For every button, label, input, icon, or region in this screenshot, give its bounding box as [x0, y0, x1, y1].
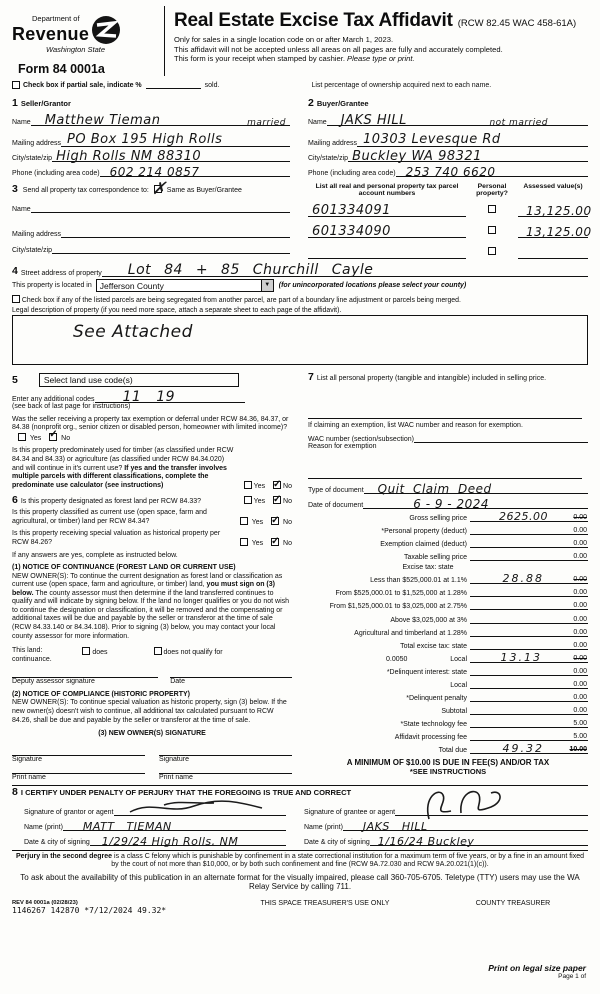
deputy-assessor-signature-line[interactable]: Deputy assessor signature — [12, 677, 158, 685]
value-col-header: Assessed value(s) — [523, 183, 583, 190]
additional-codes-label: Enter any additional codes — [12, 396, 95, 403]
new-owner-signature-line-2[interactable]: Signature — [159, 755, 292, 763]
section-4-number: 4 — [12, 265, 18, 277]
seller-name-field[interactable]: Matthew Tieman married — [31, 115, 290, 126]
date-of-document-field[interactable]: 6 - 9 - 2024 — [363, 498, 588, 509]
tax-row-label: Local — [450, 682, 467, 689]
buyer-heading: Buyer/Grantee — [316, 99, 369, 108]
tax-row-label: Subtotal — [441, 708, 467, 716]
seller-phone-field[interactable]: 602 214 0857 — [100, 166, 290, 177]
buyer-name-label: Name — [308, 119, 327, 126]
parcel-row — [308, 220, 592, 239]
delinquent-interest-local-field[interactable]: 0.00 — [470, 679, 588, 689]
notice-3-title: (3) NEW OWNER(S) SIGNATURE — [98, 730, 206, 738]
s6q3-no-checkbox[interactable] — [271, 538, 279, 546]
type-of-document-label: Type of document — [308, 486, 364, 494]
agency-state: Washington State — [46, 45, 106, 54]
tax-row-label: *Personal property (deduct) — [381, 527, 467, 535]
state-technology-fee-field[interactable]: 5.00 — [470, 718, 588, 728]
personal-property-checkbox[interactable] — [488, 247, 496, 255]
accessibility-note: To ask about the availability of this publication in an alternate format for the visually impaired, please call 360-705-6705. Teletype (TTY) users may use the WA Relay Service by calling 711. — [20, 872, 580, 892]
corr-name-label: Name — [12, 206, 31, 213]
seller-csz-label: City/state/zip — [12, 155, 53, 162]
page-title: Real Estate Excise Tax Affidavit — [174, 10, 453, 31]
section-2-buyer — [300, 93, 588, 177]
gross-selling-price-field[interactable]: 2625.00 0.00 — [470, 512, 588, 522]
tax-row-label: *Delinquent penalty — [406, 695, 467, 703]
total-due-field[interactable]: 49.32 10.00 — [470, 744, 588, 754]
section-1-seller — [12, 93, 300, 177]
does-not-label: does not qualify for — [163, 649, 223, 657]
print-legal-note: Print on legal size paper — [488, 963, 586, 973]
wac-number-field[interactable] — [414, 432, 588, 443]
parcel-col-header: List all real and personal property tax parcel account numbers — [315, 183, 459, 197]
grantee-date-field[interactable]: 1/16/24 Buckley — [370, 835, 588, 846]
tax-row-label: 0.0050 Local — [386, 655, 467, 663]
s6q2-no-checkbox[interactable] — [271, 517, 279, 525]
dropdown-arrow-icon[interactable]: ▼ — [261, 280, 273, 291]
new-owner-signature-line-1[interactable]: Signature — [12, 755, 145, 763]
corr-csz-field[interactable] — [52, 243, 290, 254]
exemption-claimed-field[interactable]: 0.00 — [470, 538, 588, 548]
seller-name-label: Name — [12, 119, 31, 126]
tax-row-label: Above $3,025,000 at 3% — [390, 616, 467, 624]
s6-question-2: Is this property classified as current use (open space, farm and agricultural, or timber) land per RCW 84.34? — [12, 508, 207, 525]
assessed-value-field[interactable]: 13,125.00 — [518, 205, 588, 217]
located-in-label: This property is located in — [12, 282, 92, 289]
parcel-number-field[interactable]: 601334091 — [308, 205, 466, 217]
parcel-row — [308, 241, 588, 259]
s6q3-yes-checkbox[interactable] — [240, 538, 248, 546]
s5q1-no-checkbox[interactable] — [49, 433, 57, 441]
tax-row-label: Taxable selling price — [403, 554, 467, 562]
header-note-3: This form is your receipt when stamped by cashier. Please type or print. — [174, 54, 415, 63]
land-use-select[interactable]: Select land use code(s) — [39, 373, 239, 387]
assessed-value-field[interactable]: 13,125.00 — [518, 226, 588, 238]
continuance-label: continuance. — [12, 656, 52, 664]
section-5-number: 5 — [12, 374, 18, 386]
rev-form-code: REV 84 0001a (02/28/23) — [12, 899, 78, 906]
assessed-value-field[interactable] — [518, 247, 588, 259]
form-number: Form 84 0001a — [18, 62, 105, 76]
tax-row-label: *Delinquent interest: state — [386, 668, 467, 676]
tax-row-label: Affidavit processing fee — [394, 734, 467, 742]
header-note-2: This affidavit will not be accepted unless all areas on all pages are fully and accurately completed. — [174, 44, 503, 54]
personal-property-checkbox[interactable] — [488, 205, 496, 213]
title-block — [164, 6, 588, 76]
county-note: (for unincorporated locations please select your county) — [278, 282, 467, 289]
legal-description-box[interactable] — [12, 315, 588, 365]
s6-question-3: Is this property receiving special valuation as historical property per RCW 84.26? — [12, 530, 221, 546]
tax-row-label: From $1,525,000.01 to $3,025,000 at 2.75% — [329, 603, 467, 611]
corr-mailing-field[interactable] — [61, 227, 290, 238]
perjury-statement: Perjury in the second degree is a class C felony which is punishable by confinement in a state correctional institution for a maximum term of five years, or by a fine in an amount fixed by the court of not more than $10,000, or by both such confinement and fine (RCW 9A.72.030 and RCW 9A.20.021(1)(c)). — [15, 852, 585, 869]
deputy-date-line[interactable]: Date — [170, 677, 292, 685]
personal-property-checkbox[interactable] — [488, 226, 496, 234]
grantor-date-label: Date & city of signing — [24, 838, 90, 846]
section-6-number: 6 — [12, 494, 18, 507]
wac-number-label: WAC number (section/subsection) — [308, 436, 414, 444]
grantor-name-label: Name (print) — [24, 823, 63, 831]
does-label: does — [92, 649, 108, 657]
personal-property-deduct-field[interactable]: 0.00 — [470, 525, 588, 535]
partial-sale-label: Check box if partial sale, indicate % — [23, 82, 142, 89]
document-block — [308, 483, 588, 509]
tier3-tax-field[interactable]: 0.00 — [470, 600, 588, 610]
s6q1-no-checkbox[interactable] — [273, 496, 281, 504]
county-treasurer-label: COUNTY TREASURER — [475, 899, 551, 907]
tax-row-label: Total due — [438, 747, 467, 755]
agency-name: Revenue — [12, 23, 90, 44]
s5-question-1: Was the seller receiving a property tax exemption or deferral under RCW 84.36, 84.37, or 84.38 (nonprofit org., senior citizen or disabled person, homeowner with limited income)? Yes ✓ No — [12, 416, 292, 444]
section-8-number: 8 — [12, 785, 18, 798]
section-8-certify — [12, 786, 588, 846]
section-1-number: 1 — [12, 97, 18, 109]
taxable-selling-price-field[interactable]: 0.00 — [470, 551, 588, 561]
buyer-csz-label: City/state/zip — [308, 155, 349, 162]
grantor-sig-label: Signature of grantor or agent — [24, 808, 114, 816]
seller-mailing-label: Mailing address — [12, 140, 62, 147]
corr-mailing-label: Mailing address — [12, 231, 62, 238]
page-number: Page 1 of — [558, 973, 586, 980]
dept-of-label: Department of — [32, 14, 80, 23]
tax-row-label: Exemption claimed (deduct) — [380, 541, 467, 549]
revenue-logo-icon — [91, 15, 121, 45]
buyer-phone-field[interactable]: 253 740 6620 — [396, 166, 588, 177]
grantor-date-field[interactable]: 1/29/24 High Rolls, NM — [90, 835, 286, 846]
local-tax-field[interactable]: 13.13 0.00 — [470, 653, 588, 663]
tax-computation — [308, 509, 588, 777]
seller-heading: Seller/Grantor — [20, 99, 71, 108]
grantee-date-label: Date & city of signing — [304, 838, 370, 846]
street-address-field[interactable]: Lot 84 + 85 Churchill Cayle — [102, 263, 588, 277]
does-not-checkbox[interactable] — [154, 647, 162, 655]
rcw-reference: (RCW 82.45 WAC 458-61A) — [457, 18, 577, 29]
this-land-label: This land: — [12, 647, 43, 655]
exemption-note: If claiming an exemption, list WAC number and reason for exemption. — [308, 421, 523, 429]
tax-row-label: Agricultural and timberland at 1.28% — [354, 629, 467, 637]
see-instructions-note: *SEE INSTRUCTIONS — [409, 767, 487, 777]
header-note-1: Only for sales in a single location code on or after March 1, 2023. — [174, 35, 394, 44]
excise-tax-state-header: Excise tax: state — [402, 564, 454, 572]
partial-percent-field[interactable] — [146, 88, 201, 89]
correspondence-label: Send all property tax correspondence to: — [22, 187, 149, 194]
section-3-correspondence — [12, 183, 300, 259]
subtotal-field[interactable]: 0.00 — [470, 705, 588, 715]
segregated-text: Check box if any of the listed parcels are being segregated from another parcel, are part of a boundary line adjustment or parcels being merged. — [21, 297, 461, 304]
s5q2-yes-checkbox[interactable] — [244, 481, 252, 489]
delinquent-penalty-field[interactable]: 0.00 — [470, 692, 588, 702]
treasurer-space-label: THIS SPACE TREASURER'S USE ONLY — [260, 899, 390, 907]
grantee-name-field[interactable]: JAKS HILL — [343, 820, 588, 831]
agricultural-tax-field[interactable]: 0.00 — [470, 627, 588, 637]
parcel-table — [300, 183, 592, 259]
section-7 — [308, 373, 588, 479]
seller-csz-field[interactable]: High Rolls NM 88310 — [52, 151, 290, 162]
tier2-tax-field[interactable]: 0.00 — [470, 587, 588, 597]
tier1-tax-field[interactable]: 28.88 0.00 — [470, 574, 588, 584]
reason-exemption-label: Reason for exemption — [308, 443, 377, 451]
s5q2-no-checkbox[interactable] — [273, 481, 281, 489]
seller-mailing-field[interactable]: PO Box 195 High Rolls — [61, 136, 290, 147]
tax-row-label: From $525,000.01 to $1,525,000 at 1.28% — [335, 590, 467, 598]
grantor-signature-image — [124, 799, 274, 817]
street-address-label: Street address of property — [20, 270, 102, 277]
s6q2-yes-checkbox[interactable] — [240, 517, 248, 525]
grantee-name-label: Name (print) — [304, 823, 343, 831]
partial-sale-checkbox[interactable] — [12, 81, 20, 89]
grantee-signature-field[interactable] — [395, 800, 588, 816]
legal-description-label: Legal description of property (if you need more space, attach a separate sheet to each page of the affidavit). — [12, 307, 342, 314]
parcel-number-field[interactable] — [308, 247, 466, 259]
buyer-mailing-field[interactable]: 10303 Levesque Rd — [357, 136, 588, 147]
new-owner-print-line-2[interactable]: Print name — [159, 773, 292, 781]
seller-phone-label: Phone (including area code) — [12, 170, 100, 177]
type-of-document-field[interactable]: Quit Claim Deed — [364, 483, 588, 494]
grantee-sig-label: Signature of grantee or agent — [304, 808, 396, 816]
corr-name-field[interactable] — [31, 202, 290, 213]
county-dropdown[interactable] — [96, 279, 274, 292]
tax-row-label: Gross selling price — [409, 514, 467, 522]
section-2-number: 2 — [308, 97, 314, 109]
legal-description-value: See Attached — [73, 322, 193, 342]
does-checkbox[interactable] — [82, 647, 90, 655]
buyer-phone-label: Phone (including area code) — [308, 170, 396, 177]
parcel-number-field[interactable]: 601334090 — [308, 226, 466, 238]
total-excise-state-field[interactable]: 0.00 — [470, 640, 588, 650]
notice-1-body: NEW OWNER(S): To continue the current designation as forest land or classification as current use (open space, farm and agriculture, or timber) land, you must sign on (3) below. The county assessor must then determine if the land transferred continues to qualify and will indicate by signing below. If the land no longer qualifies or you do not wish to continue the designation or classification, it will be removed and the compensating or additional taxes will be due and payable by the seller or transferor at the time of sale (RCW 84.33.140 or 84.34.108). Prior to signing (3) below, you may contact your local county assessor for more information. — [12, 572, 290, 640]
delinquent-interest-state-field[interactable]: 0.00 — [470, 666, 588, 676]
section-4-property — [12, 263, 588, 365]
s6q1-yes-checkbox[interactable] — [244, 496, 252, 504]
partial-sold-label: sold. — [204, 82, 220, 89]
cashier-stamp: 1146267 142870 *7/12/2024 49.32* — [12, 905, 167, 915]
additional-codes-field[interactable]: 11 19 — [95, 392, 245, 403]
grantee-signature-image — [409, 785, 529, 825]
notice-2-body: NEW OWNER(S): To continue special valuation as historic property, sign (3) below. If the new owner(s) doesn't wish to continue, all additional tax calculated pursuant to RCW 84.26, shall be due and payable by the seller or transferor at the time of sale. — [12, 699, 287, 724]
section-6: 6 Is this property designated as forest land per RCW 84.33? Yes ✓ No Is this property classified as current use (open space, farm and agricultural, or timber) land per RCW 84.34? Yes ✓ No Is this property receiving special valuation as historical property per RCW 84.26? Yes ✓ No If any answers are yes, complete as instructed below. (1) NOTICE OF CONTINUANCE (FOREST LAND OR CURRENT USE) NEW OWNER(S): To continue the current designation as forest land or classification as current use (open space, farm and agriculture, or timber) land, you must sign on (3) below. The county assessor must then determine if the land transferred continues to qualify and will indicate by signing below. If the land no longer qualifies or you do not wish to continue the designation or classification, it will be removed and the compensating or additional taxes will be due and payable by the seller or transferor at the time of sale (RCW 84.33.140 or 84.34.108). Prior to signing (3) below, you may contact your local county assessor for more information. This land: does does not qualify for continuance. Deputy assessor signature Date (2) NOTICE OF COMPLIANCE (HISTORIC PROPERTY) NEW OWNER(S): To continue special valuation as historic property, sign (3) below. If the new owner(s) doesn't wish to continue, all additional tax calculated pursuant to RCW 84.26, shall be due and payable by the seller or transferor at the time of sale. (3) NEW OWNER(S) SIGNATURE Signature Signature Print name Print name — [12, 496, 292, 780]
s5q1-yes-checkbox[interactable] — [18, 433, 26, 441]
corr-csz-label: City/state/zip — [12, 247, 53, 254]
tax-row-label: Total excise tax: state — [400, 642, 467, 650]
grantor-signature-field[interactable] — [114, 800, 286, 816]
form-header — [12, 6, 588, 76]
new-owner-print-line-1[interactable]: Print name — [12, 773, 145, 781]
s5-question-2: Is this property predominately used for timber (as classified under RCW 84.34 and 84.33) or agriculture (as classified under RCW 84.34.020) and will continue in it's current use? If yes and the transfer involves multiple parcels with different classifications, complete the predominate use calculator (see instructions) — [12, 447, 234, 489]
segregated-checkbox[interactable] — [12, 295, 20, 303]
buyer-name-field[interactable]: JAKS HILL not married — [327, 115, 588, 126]
notice-1-title: (1) NOTICE OF CONTINUANCE (FOREST LAND OR CURRENT USE) — [12, 563, 236, 571]
date-of-document-label: Date of document — [308, 501, 364, 509]
certify-statement: I CERTIFY UNDER PENALTY OF PERJURY THAT THE FOREGOING IS TRUE AND CORRECT — [20, 787, 352, 797]
notice-2-title: (2) NOTICE OF COMPLIANCE (HISTORIC PROPERTY) — [12, 690, 190, 698]
section-7-number: 7 — [308, 371, 314, 383]
section-5: 5 Select land use code(s) Enter any additional codes 11 19 (see back of last page for instructions) Was the seller receiving a property tax exemption or deferral under RCW 84.36, 84.37, or 84.38 (nonprofit org., senior citizen or disabled person, homeowner with limited income)? Yes ✓ No Is this property predominately used for timber (as classified under RCW 84.34 and 84.33) or agriculture (as classified under RCW 84.34.020) and will continue in it's current use? If yes and the transfer involves multiple parcels with different classifications, complete the predominate use calculator (see instructions) Yes ✓ No — [12, 373, 292, 490]
personal-col-header: Personal property? — [476, 183, 508, 197]
affidavit-processing-fee-field[interactable]: 5.00 — [470, 731, 588, 741]
tax-row-label: Less than $525,000.01 at 1.1% — [370, 577, 467, 585]
parcel-row — [308, 199, 592, 218]
section-3-number: 3 — [12, 183, 18, 195]
minimum-due-note: A MINIMUM OF $10.00 IS DUE IN FEE(S) AND/OR TAX — [346, 758, 550, 768]
agency-block — [12, 6, 164, 76]
back-note: (see back of last page for instructions) — [12, 403, 131, 410]
buyer-csz-field[interactable]: Buckley WA 98321 — [348, 151, 588, 162]
s6-question-1: Is this property designated as forest land per RCW 84.33? — [20, 498, 201, 506]
tax-row-label: *State technology fee — [400, 721, 467, 729]
same-as-buyer-label: Same as Buyer/Grantee — [166, 187, 242, 194]
tier4-tax-field[interactable]: 0.00 — [470, 614, 588, 624]
same-as-buyer-checkbox[interactable] — [154, 185, 162, 193]
county-selected: Jefferson County — [99, 281, 164, 291]
personal-property-text: List all personal property (tangible and intangible) included in selling price. — [316, 375, 547, 382]
ownership-note: List percentage of ownership acquired next to each name. — [311, 82, 492, 89]
buyer-mailing-label: Mailing address — [308, 140, 358, 147]
grantor-name-field[interactable]: MATT TIEMAN — [63, 820, 286, 831]
if-yes-note: If any answers are yes, complete as instructed below. — [12, 552, 178, 560]
